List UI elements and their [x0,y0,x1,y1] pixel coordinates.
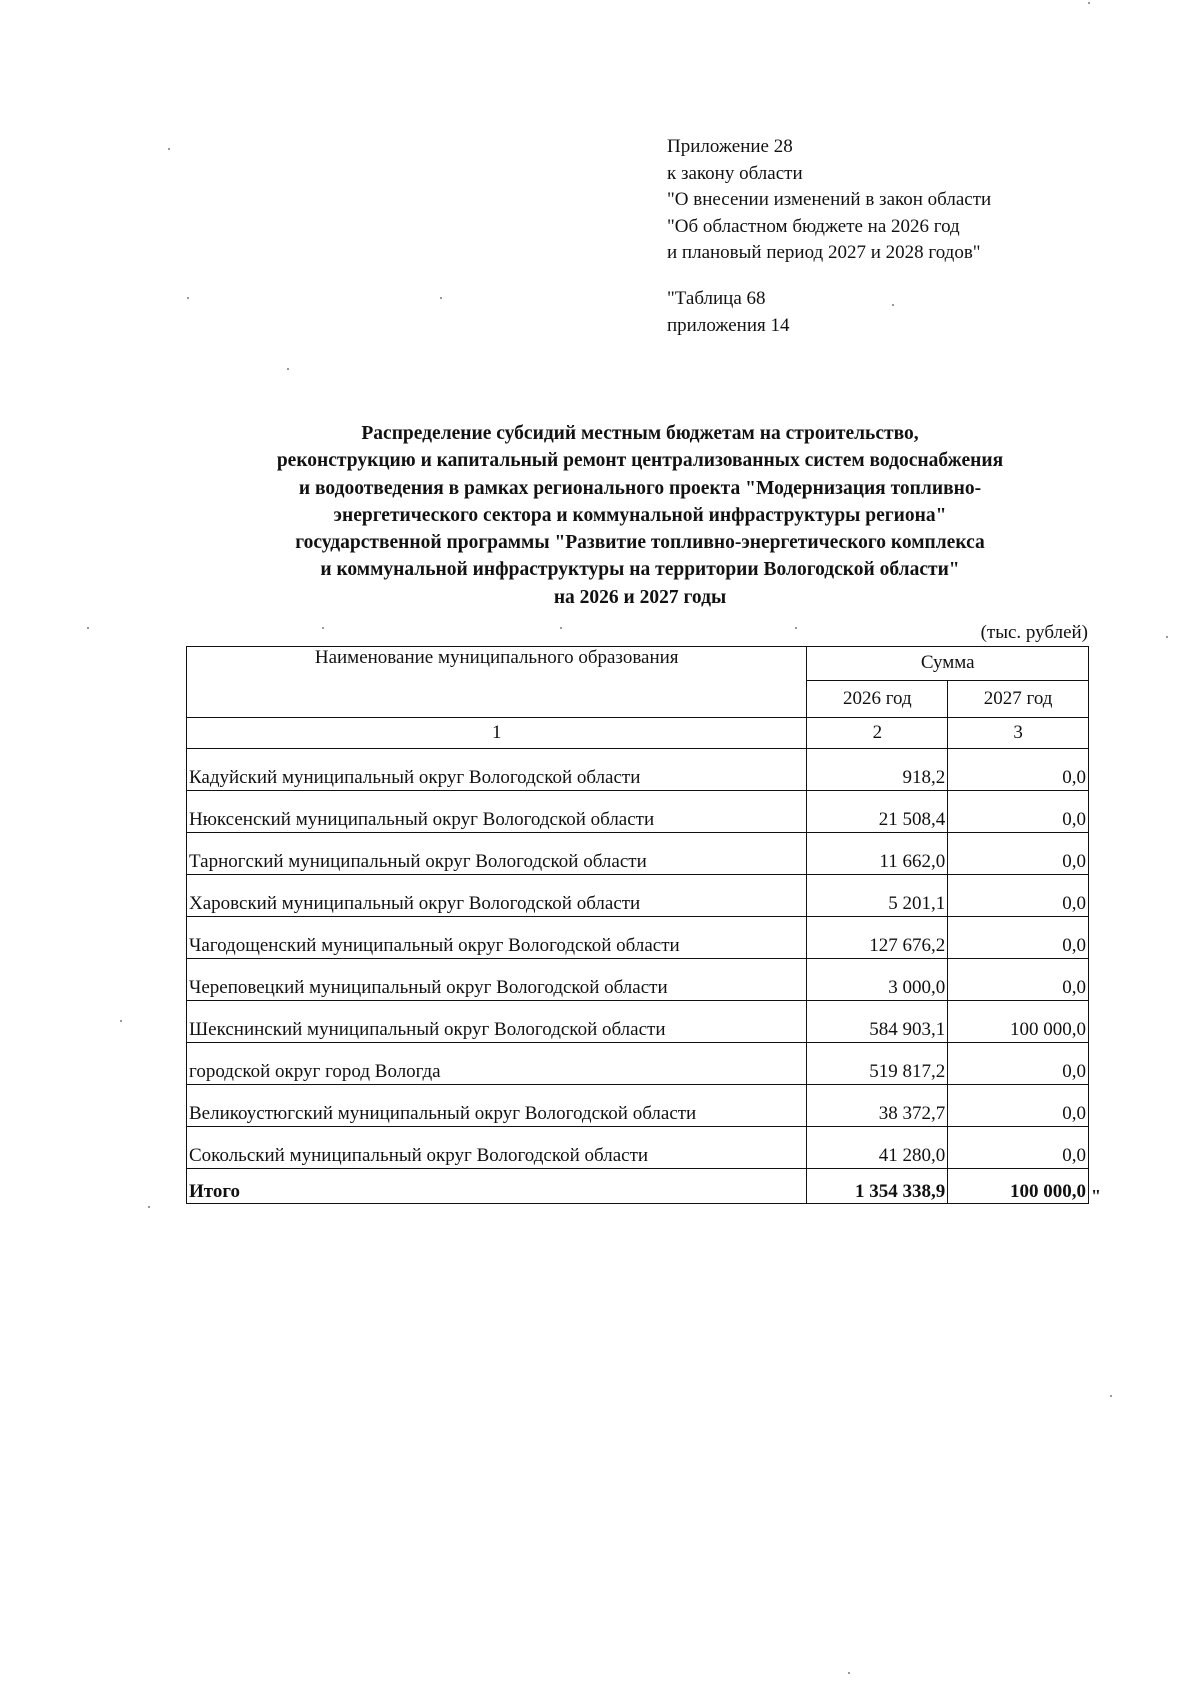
subsidy-table [186,646,1089,1204]
title-line: реконструкцию и капитальный ремонт централизованных систем водоснабжения [276,450,1004,472]
amount-2027: 0,0 [948,833,1089,875]
amount-2027: 0,0 [948,791,1089,833]
table-reference-line: "Таблица 68 [667,288,766,309]
municipality-name: Харовский муниципальный округ Вологодской области [187,875,807,917]
column-number: 3 [948,718,1089,749]
table-reference-line: приложения 14 [667,315,790,336]
scan-speck [148,1206,150,1208]
appendix-header-line: Приложение 28 [667,136,793,157]
table-reference [667,285,967,339]
amount-2026: 41 280,0 [807,1127,948,1169]
amount-2026: 21 508,4 [807,791,948,833]
column-number: 1 [187,718,807,749]
municipality-name: Великоустюгский муниципальный округ Вологодской области [187,1085,807,1127]
table-row [187,917,1089,959]
amount-2027: 0,0 [948,1085,1089,1127]
table-row [187,959,1089,1001]
appendix-header-line: к закону области [667,162,803,184]
amount-2026: 584 903,1 [807,1001,948,1043]
scan-speck [120,1020,122,1022]
amount-2027: 0,0 [948,749,1089,791]
title-line: на 2026 и 2027 годы [553,586,727,608]
appendix-header-line: "О внесении изменений в закон области [667,189,992,210]
closing-quote: " [1091,1186,1101,1206]
scan-speck [1110,1395,1112,1397]
municipality-name: Нюксенский муниципальный округ Вологодской области [187,791,807,833]
title-line: государственной программы "Развитие топливно-энергетического комплекса [295,532,985,554]
title-line: и водоотведения в рамках регионального проекта "Модернизация топливно- [298,477,982,499]
scan-speck [168,148,170,150]
municipality-name: городской округ город Вологда [187,1043,807,1085]
scan-speck [1166,636,1168,638]
table-row [187,1085,1089,1127]
scan-speck [560,627,562,629]
amount-2027: 0,0 [948,1043,1089,1085]
column-number: 2 [807,718,948,749]
table-row [187,1127,1089,1169]
amount-2026: 918,2 [807,749,948,791]
table-row [187,1043,1089,1085]
amount-2026: 127 676,2 [807,917,948,959]
amount-2027: 0,0 [948,875,1089,917]
table-row [187,749,1089,791]
title-line: Распределение субсидий местным бюджетам на строительство, [361,423,919,444]
title-line: и коммунальной инфраструктуры на территории Вологодской области" [320,559,960,581]
scan-speck [187,297,189,299]
amount-2026: 519 817,2 [807,1043,948,1085]
scan-speck [1088,2,1090,4]
appendix-header-line: и плановый период 2027 и 2028 годов" [667,242,981,263]
amount-2027: 0,0 [948,917,1089,959]
amount-2026: 11 662,0 [807,833,948,875]
scan-speck [892,304,894,306]
municipality-name: Тарногский муниципальный округ Вологодской области [187,833,807,875]
total-row [187,1169,1089,1204]
appendix-header-line: "Об областном бюджете на 2026 год [667,215,960,237]
header-year-2026: 2026 год [807,680,948,717]
table-row [187,875,1089,917]
municipality-name: Чагодощенский муниципальный округ Вологодской области [187,917,807,959]
header-municipality: Наименование муниципального образования [187,647,807,718]
municipality-name: Сокольский муниципальный округ Вологодской области [187,1127,807,1169]
municipality-name: Шекснинский муниципальный округ Вологодской области [187,1001,807,1043]
units-label: (тыс. рублей) [980,622,1088,643]
amount-2026: 3 000,0 [807,959,948,1001]
document-title [190,420,1090,611]
scan-speck [795,627,797,629]
amount-2027: 0,0 [948,959,1089,1001]
total-label: Итого [187,1169,807,1204]
municipality-name: Череповецкий муниципальный округ Вологодской области [187,959,807,1001]
table-row [187,1001,1089,1043]
total-2026: 1 354 338,9 [807,1169,948,1204]
title-line: энергетического сектора и коммунальной инфраструктуры региона" [333,504,947,526]
table-row [187,833,1089,875]
scan-speck [287,368,289,370]
amount-2026: 38 372,7 [807,1085,948,1127]
amount-2027: 100 000,0 [948,1001,1089,1043]
municipality-name: Кадуйский муниципальный округ Вологодской области [187,749,807,791]
total-2027: 100 000,0 [948,1169,1089,1204]
scan-speck [440,297,442,299]
scan-speck [87,627,89,629]
appendix-header [667,134,1087,267]
table-row [187,791,1089,833]
header-year-2027: 2027 год [948,680,1089,717]
scan-speck [848,1672,850,1674]
amount-2026: 5 201,1 [807,875,948,917]
scan-speck [322,627,324,629]
header-sum: Сумма [807,647,1089,681]
amount-2027: 0,0 [948,1127,1089,1169]
